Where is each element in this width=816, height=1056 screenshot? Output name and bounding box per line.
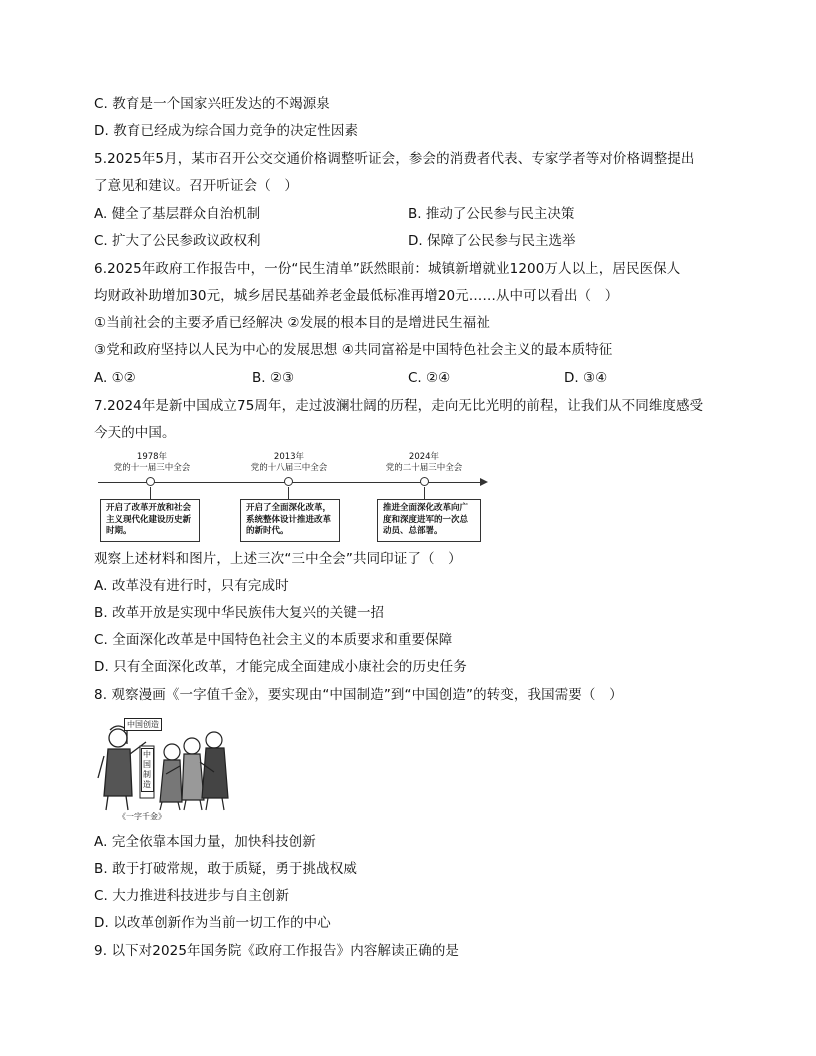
timeline-year-1: 1978年 (136, 452, 168, 462)
q5-option-a: A. 健全了基层群众自治机制 (94, 206, 261, 222)
cartoon-caption: 《一字千金》 (118, 812, 166, 821)
q6-stem-line2: 均财政补助增加30元，城乡居民基础养老金最低标准再增20元……从中可以看出（ ） (94, 288, 619, 304)
q6-stem-line1: 6.2025年政府工作报告中，一份“民生清单”跃然眼前：城镇新增就业1200万人以上，居民医保人 (94, 261, 681, 277)
timeline-box-2: 开启了全面深化改革，系统整体设计推进改革的新时代。 (240, 499, 340, 542)
timeline-title-2: 党的十八届三中全会 (250, 463, 328, 473)
cartoon-label-china-create: 中国创造 (124, 718, 162, 731)
q6-option-d: D. ③④ (564, 370, 608, 386)
q6-option-b: B. ②③ (252, 370, 295, 386)
timeline-node-2 (284, 477, 293, 486)
timeline-arrow (480, 478, 488, 486)
q8-stem: 8. 观察漫画《一字值千金》，要实现由“中国制造”到“中国创造”的转变，我国需要（ ） (94, 687, 623, 703)
q9-stem: 9. 以下对2025年国务院《政府工作报告》内容解读正确的是 (94, 943, 460, 959)
cartoon-drawing (94, 716, 239, 812)
timeline-node-3 (420, 477, 429, 486)
q8-option-b: B. 敢于打破常规，敢于质疑，勇于挑战权威 (94, 861, 357, 877)
q7-option-c: C. 全面深化改革是中国特色社会主义的本质要求和重要保障 (94, 632, 453, 648)
q5-option-b: B. 推动了公民参与民主决策 (408, 206, 575, 222)
timeline-stem-1 (150, 487, 151, 499)
q5-option-c: C. 扩大了公民参政议政权利 (94, 233, 261, 249)
q6-statements-line1: ①当前社会的主要矛盾已经解决 ②发展的根本目的是增进民生福祉 (94, 315, 490, 331)
q8-option-d: D. 以改革创新作为当前一切工作的中心 (94, 915, 331, 931)
q6-option-c: C. ②④ (408, 370, 451, 386)
q5-stem-line1: 5.2025年5月，某市召开公交交通价格调整听证会，参会的消费者代表、专家学者等对价格调整提出 (94, 151, 695, 167)
timeline-title-3: 党的二十届三中全会 (385, 463, 463, 473)
q7-option-a: A. 改革没有进行时，只有完成时 (94, 578, 289, 594)
q4-option-c: C. 教育是一个国家兴旺发达的不竭源泉 (94, 96, 330, 112)
q7-option-b: B. 改革开放是实现中华民族伟大复兴的关键一招 (94, 605, 385, 621)
timeline-box-3: 推进全面深化改革向广度和深度进军的一次总动员、总部署。 (377, 499, 481, 542)
timeline-year-3: 2024年 (408, 452, 440, 462)
q5-stem-line2: 了意见和建议。召开听证会（ ） (94, 178, 298, 194)
q7-stem-line2: 今天的中国。 (94, 425, 176, 441)
q7-question: 观察上述材料和图片，上述三次“三中全会”共同印证了（ ） (94, 551, 462, 567)
q7-timeline-figure (94, 452, 489, 544)
q4-option-d: D. 教育已经成为综合国力竞争的决定性因素 (94, 123, 359, 139)
q6-statements-line2: ③党和政府坚持以人民为中心的发展思想 ④共同富裕是中国特色社会主义的最本质特征 (94, 342, 613, 358)
timeline-stem-2 (288, 487, 289, 499)
timeline-box-1: 开启了改革开放和社会主义现代化建设历史新时期。 (100, 499, 200, 542)
timeline-stem-3 (424, 487, 425, 499)
timeline-title-1: 党的十一届三中全会 (113, 463, 191, 473)
q5-option-d: D. 保障了公民参与民主选举 (408, 233, 576, 249)
q8-option-a: A. 完全依靠本国力量，加快科技创新 (94, 834, 316, 850)
q8-cartoon-image (94, 716, 239, 824)
cartoon-label-china-made: 中国制造 (141, 748, 154, 792)
q6-option-a: A. ①② (94, 370, 136, 386)
timeline-node-1 (146, 477, 155, 486)
timeline-year-2: 2013年 (273, 452, 305, 462)
q8-option-c: C. 大力推进科技进步与自主创新 (94, 888, 290, 904)
q7-stem-line1: 7.2024年是新中国成立75周年，走过波澜壮阔的历程，走向无比光明的前程，让我们从不同维度感受 (94, 398, 704, 414)
q7-option-d: D. 只有全面深化改革，才能完成全面建成小康社会的历史任务 (94, 659, 467, 675)
